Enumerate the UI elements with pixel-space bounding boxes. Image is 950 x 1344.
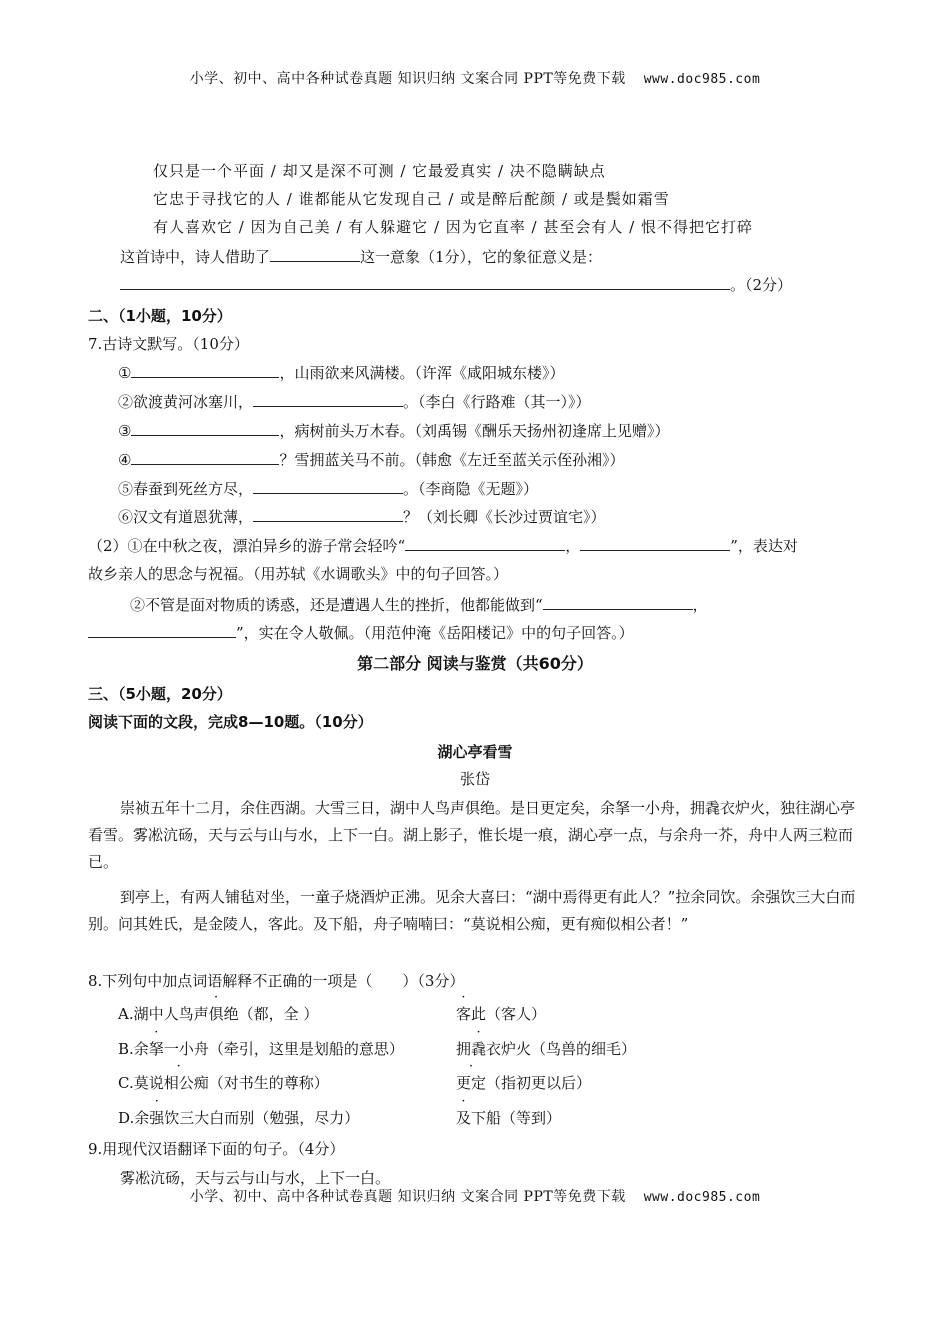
reading-instruction: 阅读下面的文段，完成8—10题。（10分） (88, 713, 373, 731)
q7-item-5 (118, 478, 538, 499)
q7-item-1 (118, 362, 564, 383)
section-2-title: 二、（1小题，10分） (88, 307, 232, 325)
q9-stem: 9.用现代汉语翻译下面的句子。（4分） (88, 1140, 345, 1158)
q7-part2-text-b: ， (565, 537, 581, 555)
q7-item-2 (118, 391, 591, 412)
q7-item-4-blank[interactable] (131, 450, 279, 465)
q7-item-2-pre: ②欲渡黄河冰塞川， (118, 393, 254, 411)
essay-title: 湖心亭看雪 (437, 743, 513, 761)
q6-line (120, 246, 602, 267)
q7-part3-text-c: ”，实在令人敬佩。（用范仲淹《岳阳楼记》中的句子回答。） (236, 624, 634, 642)
q7-item-4 (118, 449, 624, 470)
q7-item-6-blank[interactable] (253, 507, 403, 522)
q8-c-r3: （指初更以后） (486, 1074, 592, 1092)
q7-part3-blank-1[interactable] (543, 595, 693, 610)
q7-part2-text-a: （2）①在中秋之夜，漂泊异乡的游子常会轻吟“ (88, 537, 406, 555)
essay-author: 张岱 (459, 770, 490, 788)
q7-part3-line1 (130, 594, 708, 615)
q6-text-b: 这一意象（1分），它的象征意义是： (360, 248, 603, 266)
q8-c-dotted: 相公 (163, 1074, 194, 1092)
q7-part3-blank-2[interactable] (88, 623, 236, 638)
q7-part2-text-c: ”，表达对 (730, 537, 798, 555)
q7-item-5-blank[interactable] (253, 479, 403, 494)
q6-text-a: 这首诗中，诗人借助了 (120, 248, 271, 266)
q7-part3-text-a: ②不管是面对物质的诱惑，还是遭遇人生的挫折，他都能做到“ (130, 596, 543, 614)
poem-line-3: 有人喜欢它 / 因为自己美 / 有人躲避它 / 因为它直率 / 甚至会有人 / 恨不得把它打碎 (153, 218, 753, 236)
q7-item-3-pre: ③ (118, 422, 132, 440)
q7-item-6-pre: ⑥汉文有道恩犹薄， (118, 508, 254, 526)
q7-part3-line2 (88, 622, 634, 643)
essay-paragraph-2: 到亭上，有两人铺毡对坐，一童子烧酒炉正沸。见余大喜曰：“湖中焉得更有此人？”拉余同饮。余强饮三大白而别。问其姓氏，是金陵人，客此。及下船，舟子喃喃曰：“莫说相公痴，更有痴似相公者！” (88, 888, 856, 933)
q8-c-l3: 痴（对书生的尊称） (193, 1074, 329, 1092)
q7-part2-line2: 故乡亲人的思念与祝福。（用苏轼《水调歌头》中的句子回答。） (88, 565, 509, 583)
q8-a-r3: 此（客人） (471, 1005, 547, 1023)
q8-a-l3: 绝（都，全 ） (223, 1005, 319, 1023)
q7-part2-blank-1[interactable] (405, 536, 565, 551)
q7-item-5-post: 。（李商隐《无题》） (403, 480, 539, 498)
q7-item-1-blank[interactable] (131, 363, 279, 378)
poem-line-1: 仅只是一个平面 / 却又是深不可测 / 它最爱真实 / 决不隐瞒缺点 (153, 162, 606, 180)
page-footer (0, 1186, 950, 1206)
q8-option-a-right (456, 1003, 546, 1024)
q7-item-2-post: 。（李白《行路难（其一）》） (403, 393, 591, 411)
q8-a-r-dotted: 客 (456, 1005, 472, 1023)
q8-option-d-right (456, 1107, 561, 1128)
q7-item-3 (118, 420, 669, 441)
q9-sentence: 雾凇沆砀，天与云与山与水，上下一白。 (120, 1169, 391, 1187)
q8-a-dotted: 俱 (208, 1005, 224, 1023)
q8-b-l1: B.余 (118, 1040, 149, 1058)
q8-option-c-right (456, 1072, 591, 1093)
q6-blank-image[interactable] (270, 247, 360, 262)
q7-item-5-pre: ⑤春蚕到死丝方尽， (118, 480, 254, 498)
q8-c-r-dotted: 更定 (456, 1074, 487, 1092)
q8-b-r-dotted: 毳 (471, 1040, 487, 1058)
q7-item-6-post: ？（刘长卿《长沙过贾谊宅》） (403, 508, 606, 526)
poem-line-2: 它忠于寻找它的人 / 谁都能从它发现自己 / 或是醉后酡颜 / 或是鬓如霜雪 (153, 190, 670, 208)
page-header (0, 68, 950, 88)
essay-paragraph-1: 崇祯五年十二月，余住西湖。大雪三日，湖中人鸟声俱绝。是日更定矣，余拏一小舟，拥毳衣炉火，独往湖心亭看雪。雾凇沆砀，天与云与山与水，上下一白。湖上影子，惟长堤一痕，湖心亭一点，与余舟一芥，舟中人两三粒而已。 (88, 799, 856, 871)
q8-d-l1: D.余 (118, 1109, 150, 1127)
q8-c-l1: C.莫说 (118, 1074, 164, 1092)
q7-item-2-blank[interactable] (253, 392, 403, 407)
q7-part2-blank-2[interactable] (580, 536, 730, 551)
q8-b-l3: 一小舟（牵引，这里是划船的意思） (163, 1040, 404, 1058)
q7-part3-text-b: ， (692, 596, 708, 614)
q8-d-r3: 下船（等到） (471, 1109, 562, 1127)
q8-d-l3: 饮三大白而别（勉强，尽力） (164, 1109, 360, 1127)
q7-stem: 7.古诗文默写。（10分） (88, 335, 249, 353)
q7-item-6 (118, 506, 606, 527)
q8-option-d-left[interactable] (118, 1107, 359, 1128)
q8-b-r3: 衣炉火（鸟兽的细毛） (486, 1040, 637, 1058)
q7-part2-line1 (88, 535, 798, 556)
q6-blank-meaning[interactable] (120, 275, 730, 290)
q8-option-c-left[interactable] (118, 1072, 329, 1093)
q7-item-1-post: ，山雨欲来风满楼。（许浑《咸阳城东楼》） (279, 364, 565, 382)
q8-stem: 8.下列句中加点词语解释不正确的一项是（ ）（3分） (88, 972, 465, 990)
q7-item-4-pre: ④ (118, 451, 132, 469)
q8-b-r1: 拥 (456, 1040, 472, 1058)
q8-a-l1: A.湖中人鸟声 (118, 1005, 209, 1023)
header-text: 小学、初中、高中各种试卷真题 知识归纳 文案合同 PPT等免费下载 (189, 71, 626, 87)
q6-answer-line (120, 274, 792, 295)
section-3-title: 三、（5小题，20分） (88, 685, 232, 703)
q8-option-a-left[interactable] (118, 1003, 318, 1024)
q7-item-1-pre: ① (118, 364, 132, 382)
footer-url[interactable]: www.doc985.com (643, 1190, 761, 1205)
q7-item-4-post: ？雪拥蓝关马不前。（韩愈《左迁至蓝关示侄孙湘》） (279, 451, 625, 469)
q8-b-dotted: 拏 (148, 1040, 164, 1058)
q8-option-b-right (456, 1038, 636, 1059)
q8-option-b-left[interactable] (118, 1038, 404, 1059)
q7-item-3-blank[interactable] (131, 421, 279, 436)
q8-d-dotted: 强 (149, 1109, 165, 1127)
header-url[interactable]: www.doc985.com (643, 72, 761, 87)
q6-end: 。（2分） (730, 276, 793, 294)
footer-text: 小学、初中、高中各种试卷真题 知识归纳 文案合同 PPT等免费下载 (189, 1189, 626, 1205)
q7-item-3-post: ，病树前头万木春。（刘禹锡《酬乐天扬州初逢席上见赠》） (279, 422, 670, 440)
part-2-title: 第二部分 阅读与鉴赏（共60分） (357, 654, 593, 673)
q8-d-r-dotted: 及 (456, 1109, 472, 1127)
